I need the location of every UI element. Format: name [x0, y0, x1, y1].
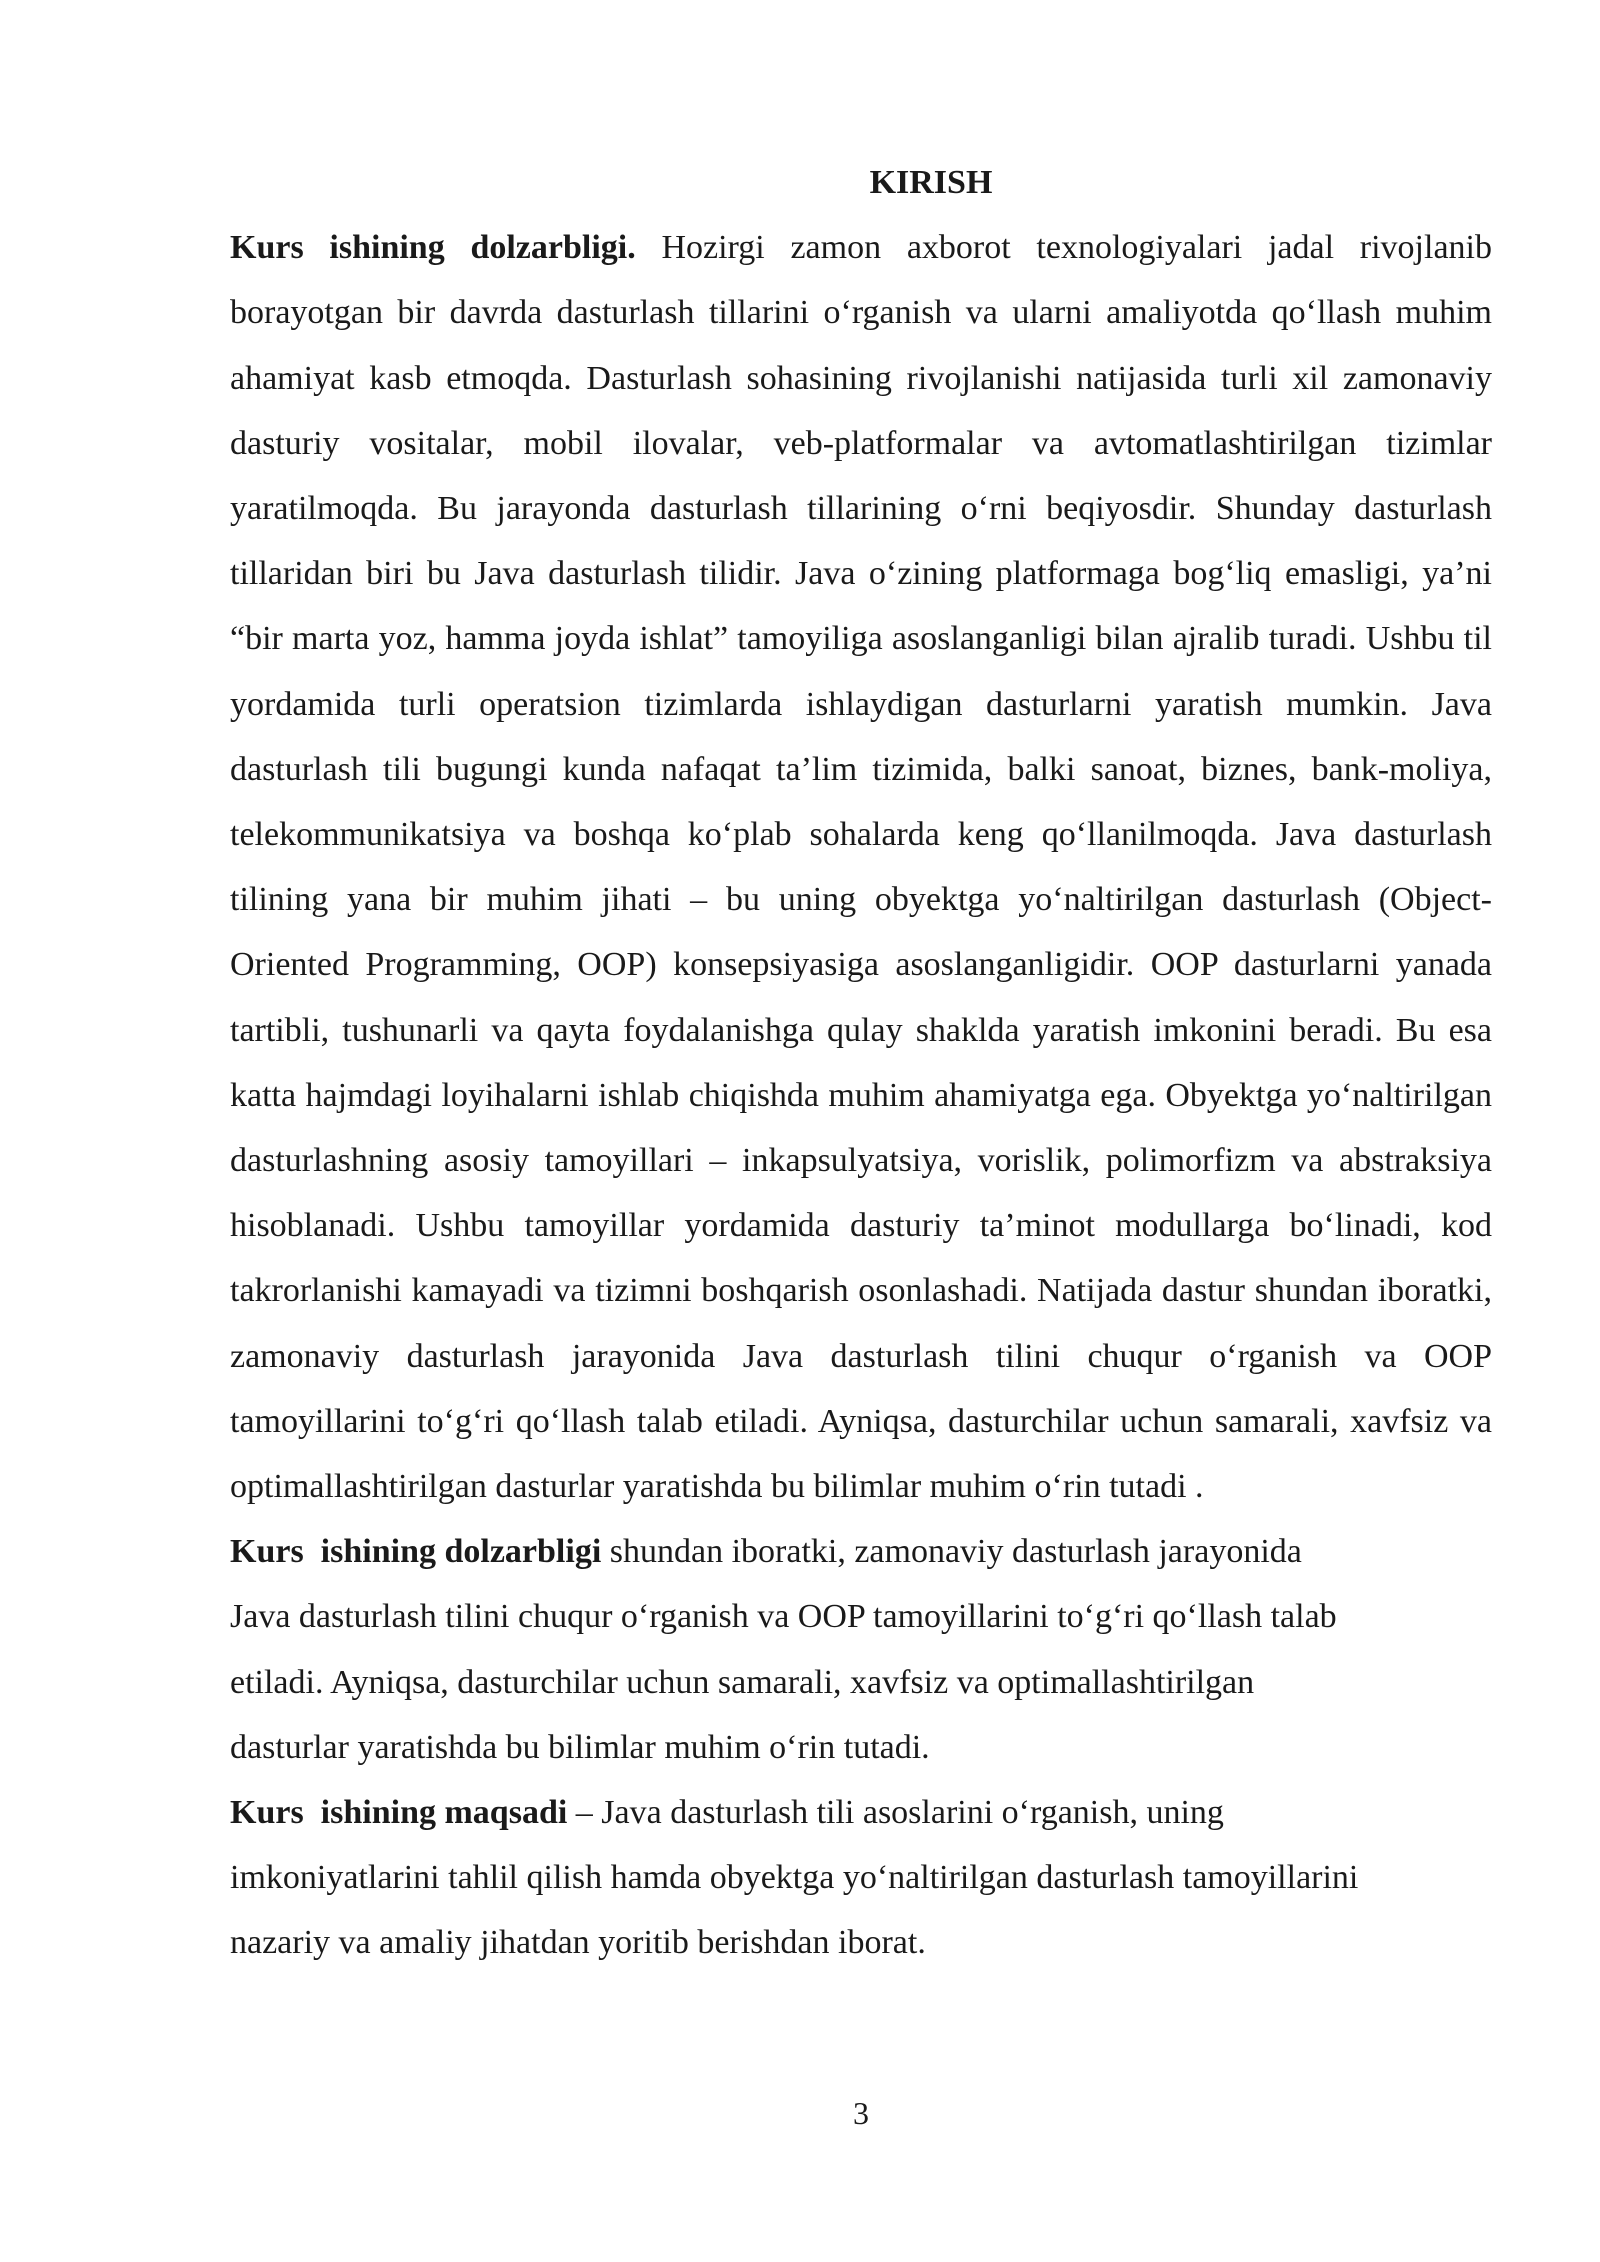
- relevance-summary-lead: Kurs ishining dolzarbligi: [230, 1533, 602, 1571]
- goal-line: imkoniyatlarini tahlil qilish hamda obyektga yo‘naltirilgan dasturlash tamoyillarini: [230, 1859, 1359, 1897]
- relevance-text: Hozirgi zamon axborot texnologiyalari jadal rivojlanib borayotgan bir davrda dasturlash tillarini o‘rganish va ularni amaliyotda qo‘llash muhim ahamiyat kasb etmoqda. Dasturlash sohasining rivojlanishi natijasida turli xil zamonaviy dasturiy vositalar, mobil ilovalar, veb-platformalar va avtomatlashtirilgan tizimlar yaratilmoqda. Bu jarayonda dasturlash tillarining o‘rni beqiyosdir. Shunday dasturlash tillaridan biri bu Java dasturlash tilidir. Java o‘zining platformaga bog‘liq emasligi, ya’ni “bir marta yoz, hamma joyda ishlat” tamoyiliga asoslanganligi bilan ajralib turadi. Ushbu til yordamida turli operatsion tizimlarda ishlaydigan dasturlarni yaratish mumkin. Java dasturlash tili bugungi kunda nafaqat ta’lim tizimida, balki sanoat, biznes, bank-moliya, telekommunikatsiya va boshqa ko‘plab sohalarda keng qo‘llanilmoqda. Java dasturlash tilining yana bir muhim jihati – bu uning obyektga yo‘naltirilgan dasturlash (Object-Oriented Programming, OOP) konsepsiyasiga asoslanganligidir. OOP dasturlarni yanada tartibli, tushunarli va qayta foydalanishga qulay shaklda yaratish imkonini beradi. Bu esa katta hajmdagi loyihalarni ishlab chiqishda muhim ahamiyatga ega. Obyektga yo‘naltirilgan dasturlashning asosiy tamoyillari – inkapsulyatsiya, vorislik, polimorfizm va abstraksiya hisoblanadi. Ushbu tamoyillar yordamida dasturiy ta’minot modullarga bo‘linadi, kod takrorlanishi kamayadi va tizimni boshqarish osonlashadi. Natijada dastur shundan iboratki, zamonaviy dasturlash jarayonida Java dasturlash tilini chuqur o‘rganish va OOP tamoyillarini to‘g‘ri qo‘llash talab etiladi. Ayniqsa, dasturchilar uchun samarali, xavfsiz va optimallashtirilgan dasturlar yaratishda bu bilimlar muhim o‘rin tutadi .: [230, 229, 1492, 1506]
- page-number: 3: [853, 2095, 869, 2131]
- relevance-summary-paragraph: [230, 1519, 1492, 1780]
- relevance-summary-line: shundan iboratki, zamonaviy dasturlash jarayonida: [601, 1533, 1302, 1571]
- section-heading: KIRISH: [869, 164, 993, 201]
- relevance-lead: Kurs ishining dolzarbligi.: [230, 229, 636, 267]
- relevance-summary-line: dasturlar yaratishda bu bilimlar muhim o‘rin tutadi.: [230, 1728, 930, 1766]
- relevance-paragraph: [230, 215, 1492, 1519]
- relevance-summary-line: etiladi. Ayniqsa, dasturchilar uchun samarali, xavfsiz va optimallashtirilgan: [230, 1663, 1255, 1701]
- goal-line: – Java dasturlash tili asoslarini o‘rganish, uning: [567, 1794, 1224, 1832]
- goal-lead: Kurs ishining maqsadi: [230, 1794, 568, 1832]
- relevance-summary-line: Java dasturlash tilini chuqur o‘rganish va OOP tamoyillarini to‘g‘ri qo‘llash talab: [230, 1598, 1337, 1636]
- goal-paragraph: [230, 1780, 1492, 1976]
- goal-line: nazariy va amaliy jihatdan yoritib berishdan iborat.: [230, 1924, 926, 1962]
- document-page: [230, 150, 1492, 1976]
